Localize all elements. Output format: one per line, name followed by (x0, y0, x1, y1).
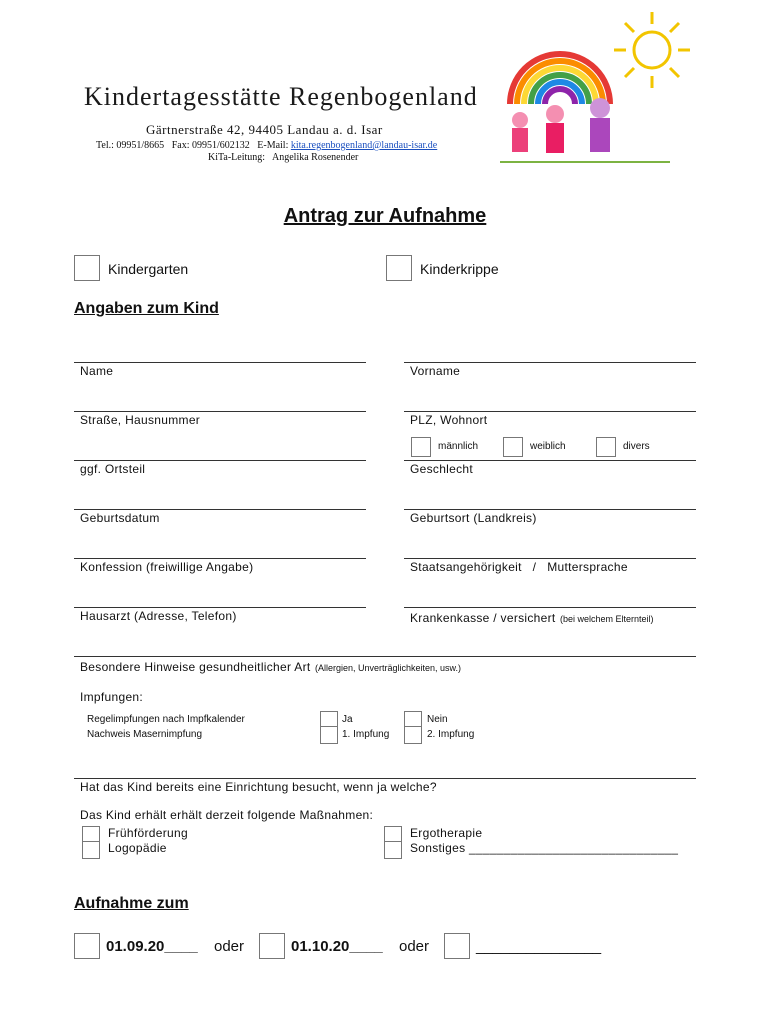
name-line[interactable] (74, 362, 366, 363)
vorname-line[interactable] (404, 362, 696, 363)
admission-date2-checkbox[interactable] (259, 933, 285, 959)
ergotherapie-label: Ergotherapie (410, 826, 483, 840)
krankenkasse-note: (bei welchem Elternteil) (560, 614, 654, 624)
kinderkrippe-checkbox[interactable] (386, 255, 412, 281)
ortsteil-line[interactable] (74, 460, 366, 461)
regelimpfung-ja-label: Ja (342, 714, 353, 725)
logopaedie-label: Logopädie (108, 841, 167, 855)
leader-label: KiTa-Leitung: (208, 152, 266, 163)
gender-maennlich-label: männlich (438, 441, 479, 452)
gender-maennlich-checkbox[interactable] (411, 437, 431, 457)
masern-impfung1-label: 1. Impfung (342, 729, 390, 740)
admission-other-blank[interactable]: _______________ (476, 938, 602, 955)
children-drawing (500, 90, 670, 170)
gender-divers-checkbox[interactable] (596, 437, 616, 457)
massnahmen-label: Das Kind erhält erhält derzeit folgende Maßnahmen: (80, 808, 374, 822)
staatsangehoerigkeit-line[interactable] (404, 558, 696, 559)
school-contact (96, 140, 437, 151)
school-address: Gärtnerstraße 42, 94405 Landau a. d. Isar (146, 122, 383, 137)
vorname-label: Vorname (410, 364, 461, 378)
sonstiges-label: Sonstiges ______________________________ (410, 841, 679, 855)
konfession-label: Konfession (freiwillige Angabe) (80, 560, 254, 574)
krankenkasse-field (410, 609, 654, 627)
admission-other-checkbox[interactable] (444, 933, 470, 959)
strasse-label: Straße, Hausnummer (80, 413, 201, 427)
krankenkasse-label: Krankenkasse / versichert (410, 611, 556, 625)
plz-label: PLZ, Wohnort (410, 413, 488, 427)
einrichtung-label: Hat das Kind bereits eine Einrichtung besucht, wenn ja welche? (80, 780, 437, 794)
masern-impfung2-label: 2. Impfung (427, 729, 475, 740)
hinweise-line[interactable] (74, 656, 696, 657)
ortsteil-label: ggf. Ortsteil (80, 462, 146, 476)
krankenkasse-line[interactable] (404, 607, 696, 608)
admission-date1-checkbox[interactable] (74, 933, 100, 959)
hausarzt-line[interactable] (74, 607, 366, 608)
logopaedie-checkbox[interactable] (82, 841, 100, 859)
impfungen-label: Impfungen: (80, 690, 144, 704)
sonstiges-checkbox[interactable] (384, 841, 402, 859)
geburtsdatum-label: Geburtsdatum (80, 511, 160, 525)
gender-divers-label: divers (623, 441, 650, 452)
document-title: Antrag zur Aufnahme (283, 205, 487, 227)
masern-impfung2-checkbox[interactable] (404, 726, 422, 744)
section-child-heading: Angaben zum Kind (74, 300, 219, 317)
kita-leader (208, 152, 358, 163)
hausarzt-label: Hausarzt (Adresse, Telefon) (80, 609, 237, 623)
oder-label-1: oder (214, 938, 245, 955)
gender-weiblich-checkbox[interactable] (503, 437, 523, 457)
einrichtung-line[interactable] (74, 778, 696, 779)
regelimpfung-nein-label: Nein (427, 714, 448, 725)
hinweise-label: Besondere Hinweise gesundheitlicher Art (80, 660, 311, 674)
geburtsdatum-line[interactable] (74, 509, 366, 510)
email-link[interactable]: kita.regenbogenland@landau-isar.de (290, 140, 438, 151)
regelimpfungen-label: Regelimpfungen nach Impfkalender (87, 714, 245, 725)
fruehfoerderung-label: Frühförderung (108, 826, 188, 840)
masern-impfung1-checkbox[interactable] (320, 726, 338, 744)
fax-number: Fax: 09951/602132 (171, 140, 250, 151)
geschlecht-line (404, 460, 696, 461)
name-label: Name (80, 364, 114, 378)
konfession-line[interactable] (74, 558, 366, 559)
oder-label-2: oder (399, 938, 430, 955)
masernimpfung-label: Nachweis Masernimpfung (87, 729, 203, 740)
kindergarten-checkbox[interactable] (74, 255, 100, 281)
kindergarten-label: Kindergarten (108, 261, 189, 277)
plz-line[interactable] (404, 411, 696, 412)
school-name: Kindertagesstätte Regenbogenland (84, 82, 478, 111)
leader-name: Angelika Rosenender (272, 152, 359, 163)
strasse-line[interactable] (74, 411, 366, 412)
phone-number: Tel.: 09951/8665 (96, 140, 165, 151)
section-admission-heading: Aufnahme zum (74, 895, 189, 912)
geschlecht-label: Geschlecht (410, 462, 474, 476)
geburtsort-label: Geburtsort (Landkreis) (410, 511, 537, 525)
admission-date2-label: 01.10.20____ (291, 938, 383, 955)
sun-drawing (610, 8, 760, 98)
gender-weiblich-label: weiblich (530, 441, 566, 452)
admission-date1-label: 01.09.20____ (106, 938, 198, 955)
kinderkrippe-label: Kinderkrippe (420, 261, 499, 277)
email-label: E-Mail: (257, 140, 289, 151)
hinweise-note: (Allergien, Unverträglichkeiten, usw.) (314, 663, 462, 673)
geburtsort-line[interactable] (404, 509, 696, 510)
staatsangehoerigkeit-label: Staatsangehörigkeit / Muttersprache (410, 560, 628, 574)
hinweise-field (80, 658, 461, 676)
